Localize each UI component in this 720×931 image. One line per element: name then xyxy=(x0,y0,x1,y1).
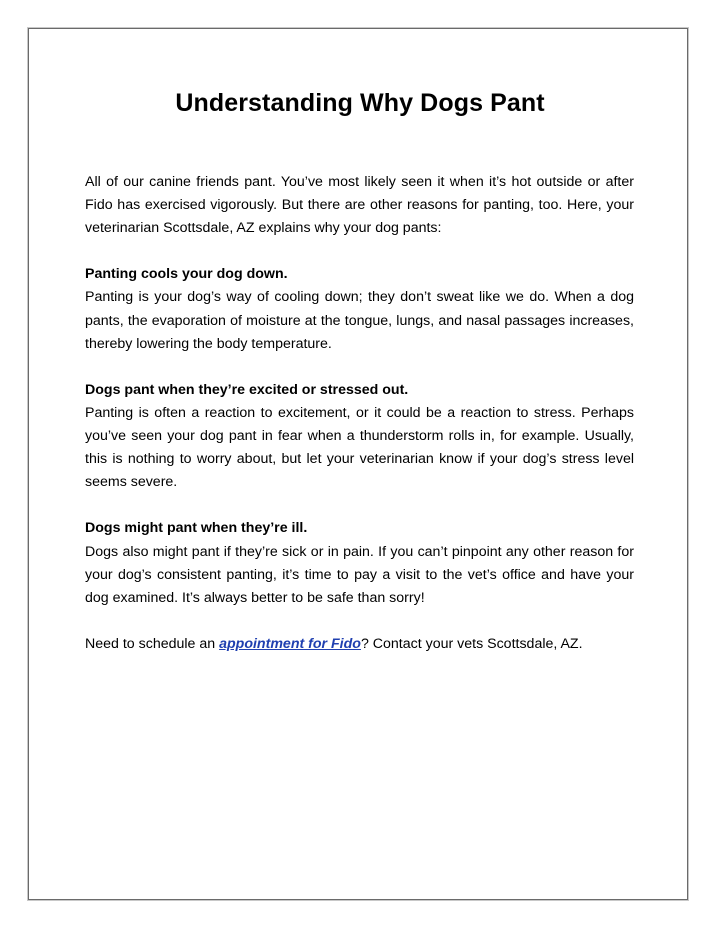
closing-text-before: Need to schedule an xyxy=(85,635,220,652)
appointment-link[interactable]: appointment for Fido xyxy=(219,635,361,652)
spacer xyxy=(85,610,634,633)
page-title: Understanding Why Dogs Pant xyxy=(175,89,545,117)
article-body xyxy=(85,171,634,656)
spacer xyxy=(85,356,634,379)
section-body-excited: Panting is often a reaction to excitement, or it could be a reaction to stress. Perhaps you’ve seen your dog pant in fear when a thunderstorm rolls in, for example. Usually, this is nothing to worry about, but let your veterinarian know if your dog’s stress level seems severe. xyxy=(85,404,634,491)
intro-paragraph: All of our canine friends pant. You’ve most likely seen it when it’s hot outside or after Fido has exercised vigorously. But there are other reasons for panting, too. Here, your veterinarian Scottsdale, AZ explains why your dog pants: xyxy=(85,174,634,237)
section-body-cooling: Panting is your dog’s way of cooling down; they don’t sweat like we do. When a dog pants, the evaporation of moisture at the tongue, lungs, and nasal passages increases, thereby lowering the body temperature. xyxy=(85,289,634,352)
spacer xyxy=(85,240,634,263)
section-heading-ill: Dogs might pant when they’re ill. xyxy=(85,520,308,537)
spacer xyxy=(85,494,634,517)
section-heading-cooling: Panting cools your dog down. xyxy=(85,266,288,283)
closing-paragraph xyxy=(85,633,634,656)
section-heading-excited: Dogs pant when they’re excited or stressed out. xyxy=(85,381,409,398)
section-body-ill: Dogs also might pant if they’re sick or in pain. If you can’t pinpoint any other reason for your dog’s consistent panting, it’s time to pay a visit to the vet’s office and have your dog examined. It’s always better to be safe than sorry! xyxy=(85,543,634,606)
closing-text-after: ? Contact your vets Scottsdale, AZ. xyxy=(360,635,583,652)
